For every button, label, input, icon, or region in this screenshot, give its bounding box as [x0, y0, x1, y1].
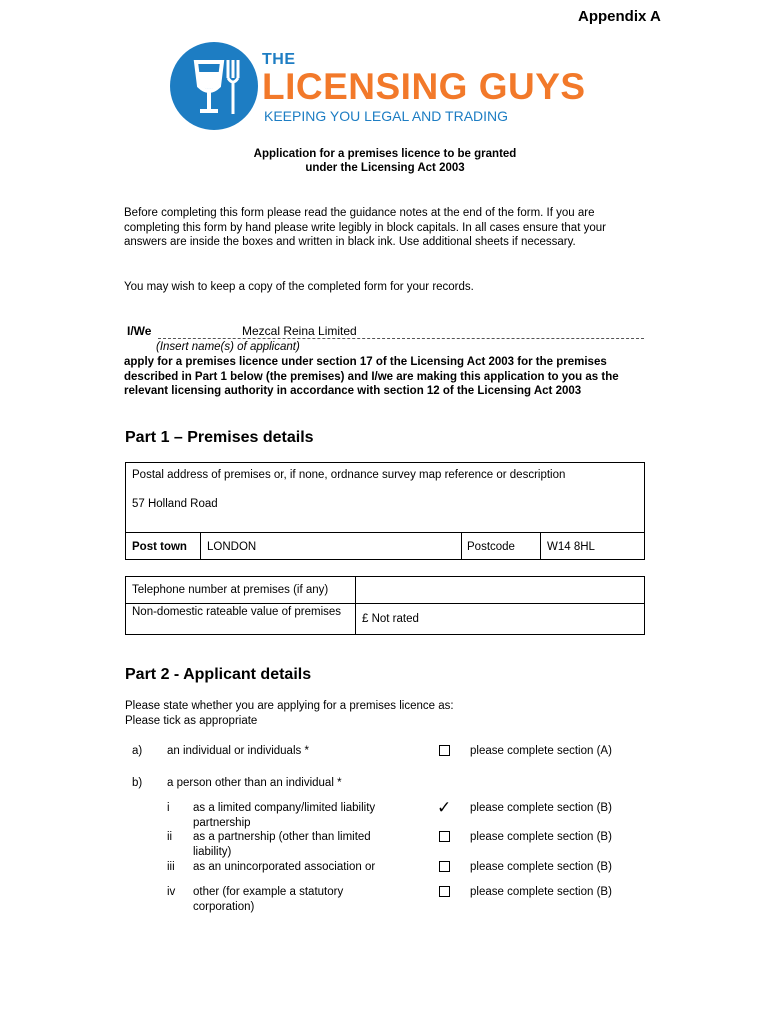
option-b-letter: b) — [132, 777, 143, 789]
divider — [540, 532, 541, 560]
sub-option-number: i — [167, 802, 170, 814]
sub-option-action: please complete section (B) — [470, 831, 612, 843]
applicant-name-hint: (Insert name(s) of applicant) — [156, 341, 300, 353]
telephone-label: Telephone number at premises (if any) — [132, 584, 329, 596]
sub-option-number: iii — [167, 861, 175, 873]
option-a-letter: a) — [132, 745, 143, 757]
part2-instruction: Please state whether you are applying for a premises licence as: — [125, 700, 454, 712]
address-label: Postal address of premises or, if none, ordnance survey map reference or description — [132, 469, 566, 481]
sub-option-checkbox[interactable] — [439, 831, 450, 842]
sub-option-number: iv — [167, 886, 176, 898]
part2-tick-instruction: Please tick as appropriate — [125, 715, 258, 727]
sub-option-action: please complete section (B) — [470, 861, 612, 873]
part1-heading: Part 1 – Premises details — [125, 429, 314, 446]
sub-option-number: ii — [167, 831, 173, 843]
sub-option-text: as a partnership (other than limited liability) — [193, 831, 371, 858]
option-a-action: please complete section (A) — [470, 745, 612, 757]
divider — [125, 532, 645, 533]
logo-tagline: KEEPING YOU LEGAL AND TRADING — [264, 108, 509, 124]
iwe-label: I/We — [127, 324, 152, 338]
divider — [461, 532, 462, 560]
form-title-line2: under the Licensing Act 2003 — [305, 162, 465, 174]
logo-name: LICENSING GUYS — [262, 66, 586, 107]
wine-glass-fork-icon — [170, 42, 258, 130]
sub-option-checkbox[interactable] — [439, 861, 450, 872]
application-statement: apply for a premises licence under section 17 of the Licensing Act 2003 for the premises described in Part 1 below (the premises) and I/we are making this application to you as the relevant licensing authority in accordance with section 12 of the Licensing Act 2003 — [124, 356, 619, 397]
form-title-line1: Application for a premises licence to be granted — [253, 148, 517, 160]
postcode-label: Postcode — [467, 541, 515, 553]
sub-option-text: as an unincorporated association or — [193, 861, 376, 873]
sub-option-text: as a limited company/limited liability partnership — [193, 802, 376, 829]
rateable-value-label: Non-domestic rateable value of premises — [132, 606, 342, 618]
post-town-label: Post town — [132, 541, 187, 553]
sub-option-action: please complete section (B) — [470, 802, 612, 814]
divider — [200, 532, 201, 560]
applicant-name-field[interactable]: Mezcal Reina Limited — [242, 324, 357, 338]
postcode-field[interactable]: W14 8HL — [547, 541, 595, 553]
logo-icon-circle — [170, 42, 258, 130]
sub-option-text: other (for example a statutory corporation) — [193, 886, 344, 913]
option-a-checkbox[interactable] — [439, 745, 450, 756]
option-b-text: a person other than an individual * — [167, 777, 342, 789]
intro-paragraph: Before completing this form please read the guidance notes at the end of the form. If you are completing this form by hand please write legibly in block capitals. In all cases ensure that your answers are inside the boxes and written in black ink. Use additional sheets if necessary. — [124, 207, 606, 248]
sub-option-checkbox[interactable] — [439, 886, 450, 897]
divider — [125, 603, 645, 604]
applicant-name-line — [158, 338, 644, 339]
records-note: You may wish to keep a copy of the completed form for your records. — [124, 281, 474, 293]
sub-option-action: please complete section (B) — [470, 886, 612, 898]
post-town-field[interactable]: LONDON — [207, 541, 257, 553]
address-field[interactable]: 57 Holland Road — [132, 498, 218, 510]
part2-heading: Part 2 - Applicant details — [125, 666, 312, 683]
telephone-field[interactable] — [362, 583, 632, 597]
appendix-label: Appendix A — [578, 8, 661, 25]
sub-option-checkbox-ticked[interactable]: ✓ — [437, 798, 452, 817]
divider — [355, 576, 356, 635]
logo-the: THE — [262, 51, 296, 68]
rateable-value-field[interactable]: £ Not rated — [362, 613, 419, 625]
option-a-text: an individual or individuals * — [167, 745, 309, 757]
